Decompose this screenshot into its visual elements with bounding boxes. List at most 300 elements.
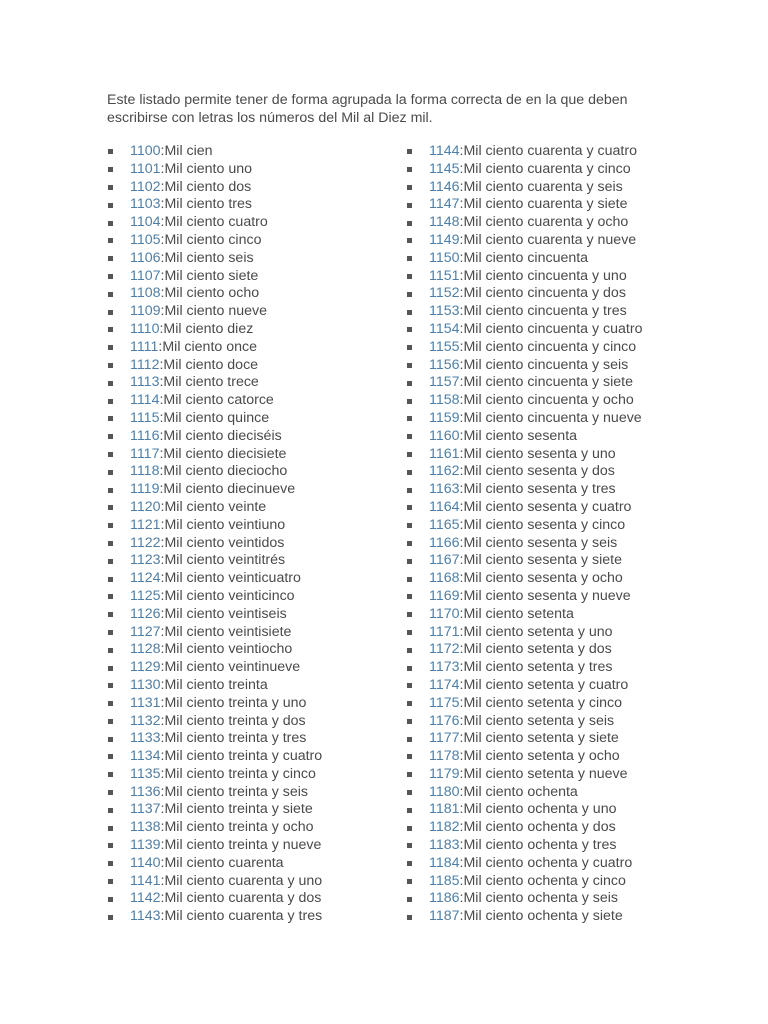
number-link[interactable]: 1143 bbox=[130, 908, 161, 925]
bullet-icon bbox=[108, 879, 113, 884]
number-link[interactable]: 1102 bbox=[130, 178, 161, 195]
bullet-icon bbox=[108, 185, 113, 190]
number-link[interactable]: 1159 bbox=[429, 409, 460, 426]
list-item bbox=[105, 624, 395, 642]
number-link[interactable]: 1130 bbox=[130, 676, 161, 693]
number-link[interactable]: 1153 bbox=[429, 303, 460, 320]
number-link[interactable]: 1167 bbox=[429, 552, 460, 569]
number-in-words: Mil ciento treinta bbox=[164, 676, 268, 693]
separator: : bbox=[459, 303, 464, 320]
bullet-icon bbox=[407, 399, 412, 404]
list-item bbox=[105, 837, 395, 855]
separator: : bbox=[459, 908, 464, 925]
number-in-words: Mil ciento cincuenta y cuatro bbox=[463, 320, 643, 337]
number-link[interactable]: 1109 bbox=[130, 303, 161, 320]
list-item bbox=[404, 499, 704, 517]
number-list-right-column bbox=[404, 143, 704, 926]
bullet-icon bbox=[407, 808, 412, 813]
separator: : bbox=[159, 356, 164, 373]
separator: : bbox=[159, 320, 164, 337]
number-link[interactable]: 1106 bbox=[130, 249, 161, 266]
list-item bbox=[105, 250, 395, 268]
number-link[interactable]: 1137 bbox=[130, 801, 161, 818]
list-item bbox=[105, 428, 395, 446]
separator: : bbox=[160, 783, 165, 800]
bullet-icon bbox=[407, 612, 412, 617]
bullet-icon bbox=[407, 897, 412, 902]
separator: : bbox=[160, 748, 165, 765]
number-link[interactable]: 1123 bbox=[130, 552, 161, 569]
number-link[interactable]: 1108 bbox=[130, 285, 161, 302]
number-link[interactable]: 1162 bbox=[429, 463, 460, 480]
list-item bbox=[404, 784, 704, 802]
list-item bbox=[404, 659, 704, 677]
number-link[interactable]: 1139 bbox=[130, 837, 161, 854]
number-link[interactable]: 1176 bbox=[429, 712, 460, 729]
separator: : bbox=[459, 837, 464, 854]
list-item bbox=[105, 410, 395, 428]
number-link[interactable]: 1180 bbox=[429, 783, 460, 800]
number-in-words: Mil ciento treinta y cuatro bbox=[164, 748, 323, 765]
bullet-icon bbox=[108, 843, 113, 848]
number-in-words: Mil ciento seis bbox=[164, 249, 254, 266]
number-link[interactable]: 1175 bbox=[429, 694, 460, 711]
number-link[interactable]: 1172 bbox=[429, 641, 460, 658]
list-item bbox=[404, 463, 704, 481]
number-link[interactable]: 1133 bbox=[130, 730, 161, 747]
bullet-icon bbox=[407, 826, 412, 831]
number-in-words: Mil ciento veintiocho bbox=[164, 641, 293, 658]
bullet-icon bbox=[108, 470, 113, 475]
number-link[interactable]: 1161 bbox=[429, 445, 460, 462]
separator: : bbox=[160, 872, 165, 889]
number-link[interactable]: 1122 bbox=[130, 534, 161, 551]
bullet-icon bbox=[407, 915, 412, 920]
number-link[interactable]: 1155 bbox=[429, 338, 460, 355]
list-item bbox=[105, 392, 395, 410]
number-link[interactable]: 1132 bbox=[130, 712, 161, 729]
number-link[interactable]: 1128 bbox=[130, 641, 161, 658]
number-link[interactable]: 1179 bbox=[429, 765, 460, 782]
number-link[interactable]: 1181 bbox=[429, 801, 460, 818]
bullet-icon bbox=[407, 772, 412, 777]
number-in-words: Mil ciento cincuenta y ocho bbox=[463, 392, 634, 409]
separator: : bbox=[160, 605, 165, 622]
number-link[interactable]: 1119 bbox=[130, 481, 160, 498]
number-link[interactable]: 1158 bbox=[429, 392, 460, 409]
list-item bbox=[404, 552, 704, 570]
number-link[interactable]: 1105 bbox=[130, 231, 161, 248]
bullet-icon bbox=[108, 808, 113, 813]
number-in-words: Mil ciento treinta y uno bbox=[164, 694, 307, 711]
number-in-words: Mil ciento quince bbox=[163, 409, 270, 426]
bullet-icon bbox=[407, 719, 412, 724]
list-item bbox=[105, 748, 395, 766]
separator: : bbox=[160, 178, 165, 195]
number-link[interactable]: 1156 bbox=[429, 356, 460, 373]
bullet-icon bbox=[108, 790, 113, 795]
number-in-words: Mil ciento treinta y siete bbox=[164, 801, 313, 818]
number-in-words: Mil ciento uno bbox=[164, 160, 253, 177]
list-item bbox=[404, 695, 704, 713]
number-in-words: Mil ciento setenta y tres bbox=[463, 659, 613, 676]
separator: : bbox=[459, 587, 464, 604]
number-in-words: Mil ciento trece bbox=[163, 374, 259, 391]
number-link[interactable]: 1131 bbox=[130, 694, 161, 711]
separator: : bbox=[459, 392, 464, 409]
bullet-icon bbox=[108, 327, 113, 332]
number-link[interactable]: 1154 bbox=[429, 320, 460, 337]
number-in-words: Mil ciento treinta y dos bbox=[164, 712, 306, 729]
bullet-icon bbox=[108, 719, 113, 724]
bullet-icon bbox=[108, 612, 113, 617]
separator: : bbox=[160, 659, 165, 676]
separator: : bbox=[160, 552, 165, 569]
bullet-icon bbox=[407, 594, 412, 599]
list-item bbox=[404, 641, 704, 659]
list-item bbox=[404, 250, 704, 268]
number-in-words: Mil ciento cuarenta bbox=[164, 854, 284, 871]
separator: : bbox=[160, 516, 165, 533]
number-link[interactable]: 1111 bbox=[130, 338, 159, 355]
bullet-icon bbox=[407, 559, 412, 564]
separator: : bbox=[459, 356, 464, 373]
separator: : bbox=[160, 837, 165, 854]
separator: : bbox=[160, 623, 165, 640]
bullet-icon bbox=[108, 381, 113, 386]
bullet-icon bbox=[407, 327, 412, 332]
number-in-words: Mil ciento setenta y seis bbox=[463, 712, 615, 729]
separator: : bbox=[159, 392, 164, 409]
number-link[interactable]: 1134 bbox=[130, 748, 161, 765]
number-in-words: Mil ciento cincuenta bbox=[463, 249, 589, 266]
number-in-words: Mil ciento treinta y cinco bbox=[164, 765, 316, 782]
list-item bbox=[105, 677, 395, 695]
list-item bbox=[105, 552, 395, 570]
list-item bbox=[404, 268, 704, 286]
number-in-words: Mil ciento ochenta y cuatro bbox=[463, 854, 633, 871]
number-link[interactable]: 1140 bbox=[130, 854, 161, 871]
separator: : bbox=[459, 320, 464, 337]
number-in-words: Mil ciento ocho bbox=[164, 285, 260, 302]
number-link[interactable]: 1174 bbox=[429, 676, 460, 693]
number-link[interactable]: 1160 bbox=[429, 427, 460, 444]
separator: : bbox=[459, 765, 464, 782]
separator: : bbox=[160, 285, 165, 302]
list-item bbox=[105, 713, 395, 731]
list-item bbox=[105, 268, 395, 286]
separator: : bbox=[459, 409, 464, 426]
number-in-words: Mil ciento cincuenta y siete bbox=[463, 374, 634, 391]
number-link[interactable]: 1104 bbox=[130, 214, 161, 231]
number-link[interactable]: 1147 bbox=[429, 196, 460, 213]
separator: : bbox=[459, 552, 464, 569]
bullet-icon bbox=[407, 274, 412, 279]
number-in-words: Mil ciento cincuenta y uno bbox=[463, 267, 627, 284]
list-item bbox=[404, 624, 704, 642]
number-link[interactable]: 1187 bbox=[429, 908, 460, 925]
number-in-words: Mil ciento treinta y seis bbox=[164, 783, 308, 800]
list-item bbox=[404, 606, 704, 624]
number-link[interactable]: 1148 bbox=[429, 214, 460, 231]
separator: : bbox=[160, 641, 165, 658]
number-link[interactable]: 1149 bbox=[429, 231, 460, 248]
number-in-words: Mil ciento cincuenta y dos bbox=[463, 285, 626, 302]
separator: : bbox=[459, 143, 464, 159]
separator: : bbox=[459, 659, 464, 676]
bullet-icon bbox=[108, 274, 113, 279]
bullet-icon bbox=[407, 683, 412, 688]
list-item bbox=[404, 837, 704, 855]
list-item bbox=[404, 908, 704, 926]
separator: : bbox=[459, 160, 464, 177]
number-in-words: Mil cien bbox=[164, 143, 213, 159]
separator: : bbox=[160, 801, 165, 818]
list-item bbox=[404, 303, 704, 321]
list-item bbox=[105, 357, 395, 375]
number-link[interactable]: 1185 bbox=[429, 872, 460, 889]
bullet-icon bbox=[407, 577, 412, 582]
list-item bbox=[404, 766, 704, 784]
number-link[interactable]: 1125 bbox=[130, 587, 161, 604]
separator: : bbox=[160, 143, 165, 159]
number-link[interactable]: 1183 bbox=[429, 837, 460, 854]
bullet-icon bbox=[407, 256, 412, 261]
number-link[interactable]: 1152 bbox=[429, 285, 460, 302]
bullet-icon bbox=[407, 345, 412, 350]
bullet-icon bbox=[108, 897, 113, 902]
number-in-words: Mil ciento diez bbox=[163, 320, 254, 337]
separator: : bbox=[459, 819, 464, 836]
bullet-icon bbox=[407, 149, 412, 154]
number-link[interactable]: 1103 bbox=[130, 196, 161, 213]
number-in-words: Mil ciento veintidos bbox=[164, 534, 285, 551]
number-link[interactable]: 1126 bbox=[130, 605, 161, 622]
number-in-words: Mil ciento cincuenta y cinco bbox=[463, 338, 637, 355]
separator: : bbox=[160, 819, 165, 836]
number-link[interactable]: 1157 bbox=[429, 374, 460, 391]
number-in-words: Mil ciento cuarenta y ocho bbox=[463, 214, 629, 231]
bullet-icon bbox=[108, 416, 113, 421]
number-in-words: Mil ciento cuarenta y siete bbox=[463, 196, 628, 213]
list-item bbox=[404, 143, 704, 161]
number-in-words: Mil ciento dos bbox=[164, 178, 252, 195]
number-link[interactable]: 1163 bbox=[429, 481, 460, 498]
number-link[interactable]: 1121 bbox=[130, 516, 161, 533]
list-item bbox=[404, 730, 704, 748]
number-in-words: Mil ciento cuarenta y seis bbox=[463, 178, 623, 195]
number-link[interactable]: 1110 bbox=[130, 320, 160, 337]
number-link[interactable]: 1129 bbox=[130, 659, 161, 676]
bullet-icon bbox=[108, 505, 113, 510]
number-link[interactable]: 1151 bbox=[429, 267, 460, 284]
list-item bbox=[105, 481, 395, 499]
list-item bbox=[105, 535, 395, 553]
number-link[interactable]: 1114 bbox=[130, 392, 160, 409]
separator: : bbox=[459, 196, 464, 213]
number-link[interactable]: 1124 bbox=[130, 570, 161, 587]
separator: : bbox=[459, 178, 464, 195]
list-item bbox=[404, 285, 704, 303]
list-item bbox=[105, 321, 395, 339]
number-link[interactable]: 1101 bbox=[130, 160, 161, 177]
number-link[interactable]: 1136 bbox=[130, 783, 161, 800]
number-in-words: Mil ciento cuarenta y cuatro bbox=[463, 143, 637, 159]
list-item bbox=[105, 285, 395, 303]
separator: : bbox=[459, 267, 464, 284]
separator: : bbox=[160, 570, 165, 587]
number-in-words: Mil ciento setenta y ocho bbox=[463, 748, 620, 765]
list-item bbox=[404, 677, 704, 695]
separator: : bbox=[160, 231, 165, 248]
separator: : bbox=[459, 285, 464, 302]
separator: : bbox=[459, 748, 464, 765]
number-link[interactable]: 1170 bbox=[429, 605, 460, 622]
number-link[interactable]: 1184 bbox=[429, 854, 460, 871]
bullet-icon bbox=[407, 666, 412, 671]
number-link[interactable]: 1166 bbox=[429, 534, 460, 551]
number-in-words: Mil ciento veintiseis bbox=[164, 605, 287, 622]
bullet-icon bbox=[108, 701, 113, 706]
number-link[interactable]: 1118 bbox=[130, 463, 160, 480]
number-link[interactable]: 1142 bbox=[130, 890, 161, 907]
bullet-icon bbox=[407, 630, 412, 635]
number-link[interactable]: 1138 bbox=[130, 819, 161, 836]
list-item bbox=[105, 695, 395, 713]
number-link[interactable]: 1116 bbox=[130, 427, 160, 444]
separator: : bbox=[160, 890, 165, 907]
separator: : bbox=[160, 267, 165, 284]
list-item bbox=[404, 446, 704, 464]
number-link[interactable]: 1171 bbox=[429, 623, 460, 640]
separator: : bbox=[160, 196, 165, 213]
bullet-icon bbox=[407, 185, 412, 190]
number-in-words: Mil ciento treinta y nueve bbox=[164, 837, 322, 854]
number-link[interactable]: 1117 bbox=[130, 445, 160, 462]
bullet-icon bbox=[108, 754, 113, 759]
number-link[interactable]: 1112 bbox=[130, 356, 160, 373]
bullet-icon bbox=[108, 488, 113, 493]
number-link[interactable]: 1146 bbox=[429, 178, 460, 195]
separator: : bbox=[459, 730, 464, 747]
number-link[interactable]: 1182 bbox=[429, 819, 460, 836]
separator: : bbox=[159, 445, 164, 462]
list-item bbox=[105, 730, 395, 748]
separator: : bbox=[459, 481, 464, 498]
number-in-words: Mil ciento veintiuno bbox=[164, 516, 286, 533]
list-item bbox=[404, 214, 704, 232]
bullet-icon bbox=[108, 915, 113, 920]
separator: : bbox=[159, 463, 164, 480]
list-item bbox=[105, 161, 395, 179]
number-link[interactable]: 1150 bbox=[429, 249, 460, 266]
separator: : bbox=[459, 249, 464, 266]
number-link[interactable]: 1173 bbox=[429, 659, 460, 676]
number-in-words: Mil ciento dieciocho bbox=[163, 463, 288, 480]
separator: : bbox=[459, 374, 464, 391]
list-item bbox=[404, 179, 704, 197]
list-item bbox=[105, 374, 395, 392]
number-link[interactable]: 1127 bbox=[130, 623, 161, 640]
number-link[interactable]: 1186 bbox=[429, 890, 460, 907]
list-item bbox=[404, 392, 704, 410]
number-link[interactable]: 1169 bbox=[429, 587, 460, 604]
separator: : bbox=[160, 587, 165, 604]
separator: : bbox=[159, 481, 164, 498]
number-in-words: Mil ciento sesenta y ocho bbox=[463, 570, 623, 587]
list-item bbox=[404, 748, 704, 766]
number-in-words: Mil ciento veinticuatro bbox=[164, 570, 301, 587]
number-link[interactable]: 1115 bbox=[130, 409, 160, 426]
number-in-words: Mil ciento sesenta y nueve bbox=[463, 587, 631, 604]
number-link[interactable]: 1141 bbox=[130, 872, 161, 889]
number-link[interactable]: 1164 bbox=[429, 498, 460, 515]
separator: : bbox=[160, 303, 165, 320]
number-link[interactable]: 1120 bbox=[130, 498, 161, 515]
number-in-words: Mil ciento siete bbox=[164, 267, 259, 284]
number-in-words: Mil ciento setenta y siete bbox=[463, 730, 619, 747]
number-link[interactable]: 1165 bbox=[429, 516, 460, 533]
bullet-icon bbox=[407, 203, 412, 208]
list-item bbox=[105, 908, 395, 926]
number-in-words: Mil ciento diecinueve bbox=[163, 481, 296, 498]
number-link[interactable]: 1178 bbox=[429, 748, 460, 765]
separator: : bbox=[160, 730, 165, 747]
bullet-icon bbox=[108, 559, 113, 564]
list-item bbox=[105, 143, 395, 161]
number-link[interactable]: 1113 bbox=[130, 374, 160, 391]
list-item bbox=[404, 517, 704, 535]
bullet-icon bbox=[407, 416, 412, 421]
separator: : bbox=[160, 676, 165, 693]
number-link[interactable]: 1135 bbox=[130, 765, 161, 782]
separator: : bbox=[459, 463, 464, 480]
number-in-words: Mil ciento setenta y uno bbox=[463, 623, 613, 640]
bullet-icon bbox=[407, 790, 412, 795]
number-in-words: Mil ciento sesenta y siete bbox=[463, 552, 622, 569]
separator: : bbox=[159, 427, 164, 444]
number-link[interactable]: 1168 bbox=[429, 570, 460, 587]
number-link[interactable]: 1177 bbox=[429, 730, 460, 747]
number-in-words: Mil ciento ochenta y cinco bbox=[463, 872, 626, 889]
number-in-words: Mil ciento ochenta y dos bbox=[463, 819, 616, 836]
number-in-words: Mil ciento treinta y ocho bbox=[164, 819, 314, 836]
list-item bbox=[105, 463, 395, 481]
separator: : bbox=[459, 570, 464, 587]
bullet-icon bbox=[407, 452, 412, 457]
list-item bbox=[105, 214, 395, 232]
list-item bbox=[404, 588, 704, 606]
separator: : bbox=[160, 249, 165, 266]
number-link[interactable]: 1144 bbox=[429, 143, 460, 159]
list-item bbox=[404, 196, 704, 214]
list-item bbox=[404, 410, 704, 428]
bullet-icon bbox=[108, 452, 113, 457]
bullet-icon bbox=[108, 292, 113, 297]
number-link[interactable]: 1107 bbox=[130, 267, 161, 284]
bullet-icon bbox=[108, 541, 113, 546]
separator: : bbox=[160, 712, 165, 729]
list-item bbox=[404, 321, 704, 339]
bullet-icon bbox=[108, 523, 113, 528]
number-in-words: Mil ciento veintinueve bbox=[164, 659, 301, 676]
bullet-icon bbox=[407, 505, 412, 510]
separator: : bbox=[459, 890, 464, 907]
number-link[interactable]: 1145 bbox=[429, 160, 460, 177]
number-link[interactable]: 1100 bbox=[130, 143, 161, 159]
separator: : bbox=[160, 694, 165, 711]
separator: : bbox=[459, 854, 464, 871]
